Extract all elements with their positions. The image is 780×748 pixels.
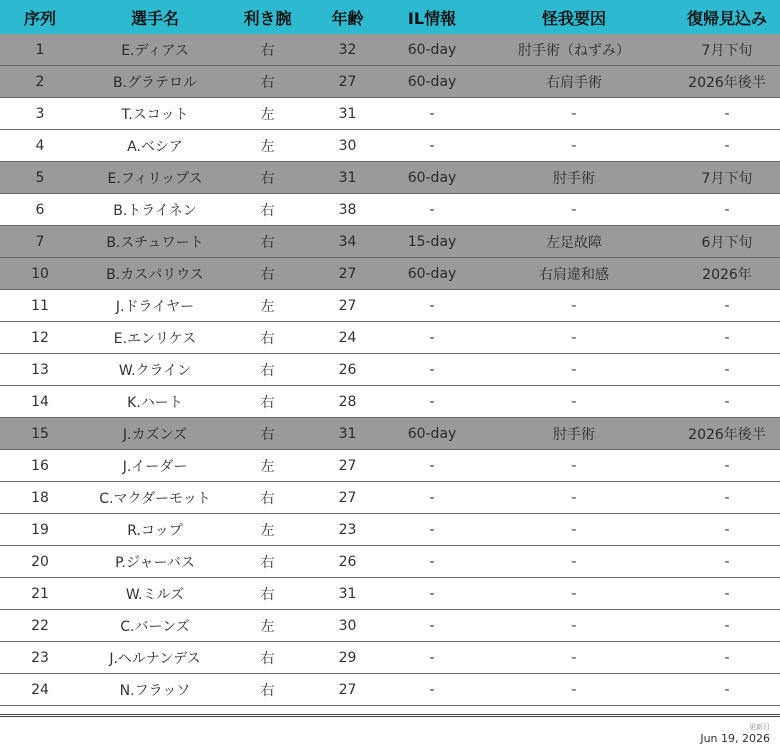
cell-age: 23	[338, 521, 357, 538]
cell-age: 27	[338, 265, 357, 282]
cell-injury: -	[571, 617, 577, 634]
cell-hand: 左	[260, 458, 275, 475]
cell-hand: 右	[260, 586, 275, 603]
cell-age: 26	[338, 361, 357, 378]
cell-player: E.フィリップス	[107, 170, 203, 187]
cell-order: 11	[31, 297, 49, 314]
update-footer	[700, 722, 770, 745]
cell-injury: 左足故障	[546, 234, 602, 251]
cell-return: -	[724, 489, 730, 506]
header-il: IL情報	[407, 8, 457, 28]
cell-injury: -	[571, 457, 577, 474]
cell-order: 20	[31, 553, 49, 570]
cell-il: -	[429, 521, 435, 538]
cell-player: B.トライネン	[113, 202, 197, 219]
cell-return: -	[724, 585, 730, 602]
cell-order: 19	[31, 521, 49, 538]
table-row	[0, 450, 780, 482]
table-row	[0, 34, 780, 66]
cell-il: -	[429, 105, 435, 122]
cell-hand: 右	[260, 490, 275, 507]
cell-player: E.エンリケス	[113, 330, 197, 347]
cell-hand: 右	[260, 234, 275, 251]
cell-hand: 右	[260, 394, 275, 411]
cell-return: -	[724, 329, 730, 346]
cell-age: 34	[338, 233, 357, 250]
cell-return: -	[724, 553, 730, 570]
cell-il: 60-day	[407, 265, 457, 282]
cell-hand: 左	[260, 618, 275, 635]
cell-return: -	[724, 361, 730, 378]
cell-il: 60-day	[407, 169, 457, 186]
cell-injury: -	[571, 393, 577, 410]
table-row	[0, 162, 780, 194]
header-player: 選手名	[130, 8, 179, 28]
cell-il: -	[429, 201, 435, 218]
cell-player: N.フラッソ	[119, 682, 191, 699]
cell-order: 5	[35, 169, 45, 186]
table-row	[0, 610, 780, 642]
cell-injury: -	[571, 361, 577, 378]
cell-hand: 右	[260, 266, 275, 283]
cell-age: 31	[338, 425, 357, 442]
cell-return: 7月下旬	[701, 170, 753, 187]
cell-hand: 右	[260, 426, 275, 443]
cell-il: -	[429, 137, 435, 154]
cell-age: 30	[338, 617, 357, 634]
cell-injury: -	[571, 649, 577, 666]
cell-player: B.グラテロル	[112, 74, 198, 91]
cell-injury: 肘手術	[553, 170, 595, 187]
cell-age: 31	[338, 105, 357, 122]
cell-return: -	[724, 393, 730, 410]
cell-injury: -	[571, 297, 577, 314]
cell-return: -	[724, 137, 730, 154]
cell-age: 31	[338, 585, 357, 602]
cell-return: -	[724, 297, 730, 314]
cell-hand: 右	[260, 42, 275, 59]
cell-age: 38	[338, 201, 357, 218]
cell-il: -	[429, 617, 435, 634]
cell-hand: 右	[260, 74, 275, 91]
cell-player: J.カズンズ	[122, 426, 188, 443]
cell-order: 15	[31, 425, 49, 442]
cell-il: -	[429, 361, 435, 378]
table-header	[0, 0, 780, 34]
cell-return: 2026年	[702, 266, 752, 283]
cell-order: 18	[31, 489, 49, 506]
cell-age: 29	[338, 649, 357, 666]
cell-return: 6月下旬	[701, 234, 753, 251]
cell-player: P.ジャーバス	[115, 554, 195, 571]
cell-il: 60-day	[407, 41, 457, 58]
table-row	[0, 98, 780, 130]
cell-hand: 右	[260, 554, 275, 571]
cell-age: 28	[338, 393, 357, 410]
cell-age: 24	[338, 329, 357, 346]
cell-order: 21	[31, 585, 49, 602]
cell-hand: 右	[260, 362, 275, 379]
cell-injury: 肘手術（ねずみ）	[518, 42, 630, 59]
cell-hand: 右	[260, 330, 275, 347]
cell-age: 32	[338, 41, 357, 58]
cell-injury: 右肩手術	[546, 74, 602, 91]
cell-age: 27	[338, 489, 357, 506]
cell-il: -	[429, 457, 435, 474]
cell-player: E.ディアス	[121, 42, 189, 59]
cell-return: -	[724, 649, 730, 666]
cell-player: T.スコット	[121, 106, 189, 123]
cell-order: 13	[31, 361, 49, 378]
cell-player: W.クライン	[118, 362, 192, 379]
table-row	[0, 546, 780, 578]
table-row	[0, 66, 780, 98]
table-row	[0, 194, 780, 226]
table-row	[0, 226, 780, 258]
cell-hand: 右	[260, 650, 275, 667]
table-row	[0, 290, 780, 322]
cell-hand: 右	[260, 202, 275, 219]
cell-age: 27	[338, 297, 357, 314]
cell-return: 2026年後半	[688, 74, 766, 91]
cell-player: J.ヘルナンデス	[109, 650, 201, 667]
cell-player: W.ミルズ	[125, 586, 185, 603]
cell-age: 30	[338, 137, 357, 154]
cell-player: J.ドライヤー	[115, 298, 195, 315]
cell-order: 1	[35, 41, 45, 58]
cell-age: 27	[338, 457, 357, 474]
table-row	[0, 386, 780, 418]
cell-order: 22	[31, 617, 49, 634]
cell-order: 12	[31, 329, 49, 346]
cell-return: -	[724, 201, 730, 218]
table-row	[0, 482, 780, 514]
cell-hand: 左	[260, 298, 275, 315]
header-injury: 怪我要因	[541, 8, 606, 28]
header-order: 序列	[23, 8, 56, 28]
cell-injury: -	[571, 521, 577, 538]
cell-return: 7月下旬	[701, 42, 753, 59]
cell-il: 15-day	[407, 233, 457, 250]
cell-hand: 左	[260, 106, 275, 123]
cell-injury: -	[571, 553, 577, 570]
table-row	[0, 130, 780, 162]
cell-order: 14	[31, 393, 49, 410]
cell-il: -	[429, 681, 435, 698]
table-row	[0, 418, 780, 450]
cell-player: B.カスパリウス	[106, 266, 204, 283]
cell-injury: -	[571, 489, 577, 506]
cell-il: 60-day	[407, 73, 457, 90]
cell-injury: -	[571, 585, 577, 602]
cell-player: K.ハート	[127, 394, 183, 411]
cell-player: C.マクダーモット	[99, 490, 211, 507]
cell-player: B.スチュワート	[106, 234, 204, 251]
cell-age: 27	[338, 681, 357, 698]
cell-il: -	[429, 329, 435, 346]
cell-order: 3	[35, 105, 45, 122]
cell-il: -	[429, 553, 435, 570]
cell-order: 2	[35, 73, 45, 90]
cell-order: 6	[35, 201, 45, 218]
cell-injury: -	[571, 681, 577, 698]
table-row	[0, 258, 780, 290]
cell-order: 16	[31, 457, 49, 474]
cell-injury: -	[571, 137, 577, 154]
cell-injury: -	[571, 105, 577, 122]
updated-date: Jun 19, 2026	[700, 732, 770, 745]
cell-age: 31	[338, 169, 357, 186]
cell-return: -	[724, 105, 730, 122]
table-row	[0, 514, 780, 546]
cell-il: -	[429, 297, 435, 314]
cell-hand: 右	[260, 170, 275, 187]
cell-return: -	[724, 617, 730, 634]
cell-injury: -	[571, 329, 577, 346]
cell-order: 7	[35, 233, 45, 250]
cell-injury: 肘手術	[553, 426, 595, 443]
cell-order: 23	[31, 649, 49, 666]
cell-age: 27	[338, 73, 357, 90]
table-body	[0, 34, 780, 706]
cell-return: -	[724, 457, 730, 474]
header-return: 復帰見込み	[686, 8, 767, 28]
cell-il: -	[429, 393, 435, 410]
cell-player: J.イーダー	[122, 458, 188, 475]
table-row	[0, 642, 780, 674]
cell-il: -	[429, 585, 435, 602]
table-row	[0, 322, 780, 354]
cell-il: -	[429, 649, 435, 666]
cell-hand: 左	[260, 138, 275, 155]
updated-label: 更新日	[749, 723, 770, 731]
cell-player: R.コップ	[127, 522, 183, 539]
table-row	[0, 354, 780, 386]
header-hand: 利き腕	[243, 8, 292, 28]
cell-age: 26	[338, 553, 357, 570]
cell-order: 4	[35, 137, 45, 154]
cell-player: A.ベシア	[127, 138, 183, 155]
cell-injury: 右肩違和感	[539, 266, 609, 283]
cell-player: C.バーンズ	[120, 618, 190, 635]
table-bottom-border	[0, 714, 780, 717]
cell-il: -	[429, 489, 435, 506]
table-row	[0, 674, 780, 706]
cell-hand: 右	[260, 682, 275, 699]
table-row	[0, 578, 780, 610]
cell-return: -	[724, 521, 730, 538]
cell-order: 24	[31, 681, 49, 698]
cell-il: 60-day	[407, 425, 457, 442]
cell-return: 2026年後半	[688, 426, 766, 443]
cell-hand: 左	[260, 522, 275, 539]
cell-order: 10	[31, 265, 49, 282]
cell-injury: -	[571, 201, 577, 218]
header-age: 年齢	[331, 8, 364, 28]
cell-return: -	[724, 681, 730, 698]
